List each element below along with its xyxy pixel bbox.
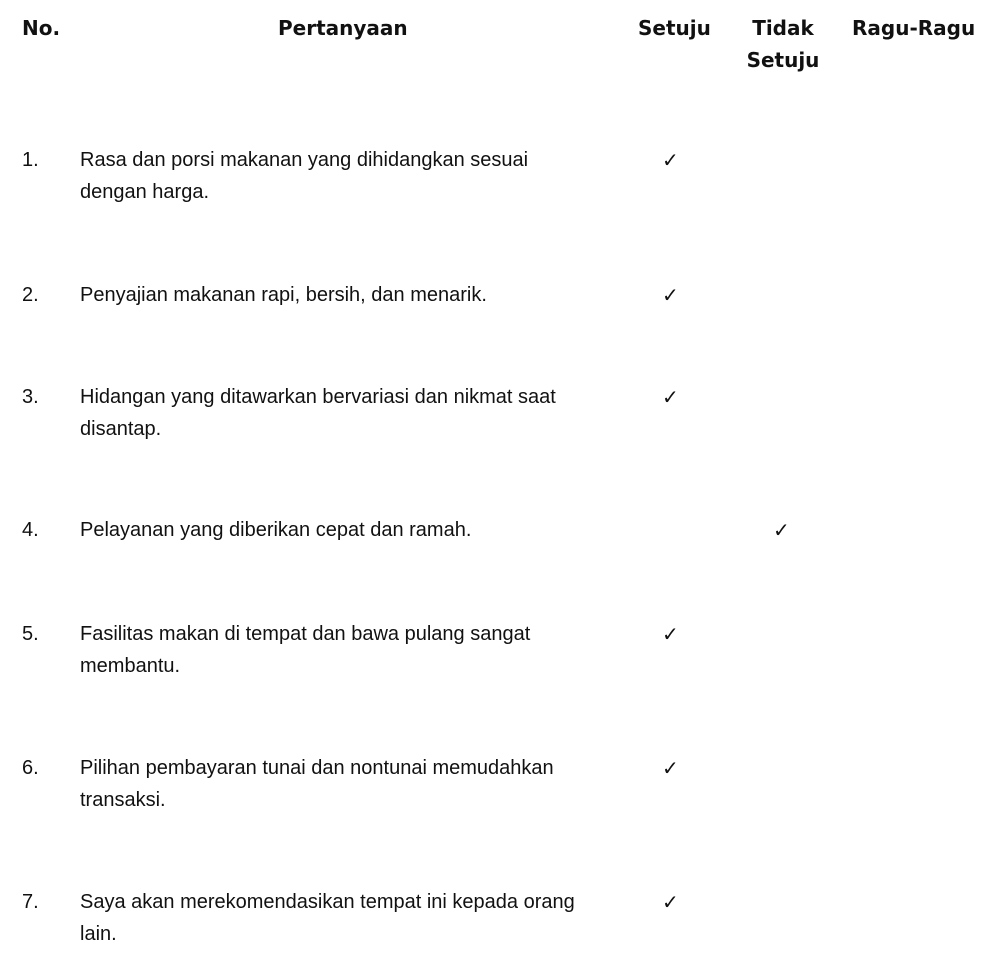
row-number: 5. [22, 623, 39, 645]
row-question: Fasilitas makan di tempat dan bawa pulang sangat membantu. [80, 623, 531, 677]
header-tidak-setuju [736, 12, 830, 76]
row-question: Rasa dan porsi makanan yang dihidangkan sesuai dengan harga. [80, 149, 529, 203]
check-mark-icon: ✓ [662, 756, 679, 780]
row-number: 3. [22, 386, 39, 408]
row-question: Penyajian makanan rapi, bersih, dan menarik. [80, 284, 487, 306]
row-question: Pelayanan yang diberikan cepat dan ramah. [80, 519, 472, 541]
row-number: 6. [22, 757, 39, 779]
check-mark-icon: ✓ [773, 518, 790, 542]
header-no: No. [22, 16, 61, 40]
header-setuju: Setuju [638, 16, 711, 40]
row-number: 1. [22, 149, 39, 171]
row-question: Saya akan merekomendasikan tempat ini kepada orang lain. [80, 891, 575, 945]
header-tidak-setuju-line2: Setuju [746, 48, 820, 72]
check-mark-icon: ✓ [662, 890, 679, 914]
header-pertanyaan: Pertanyaan [278, 16, 408, 40]
row-number: 7. [22, 891, 39, 913]
header-tidak-setuju-line1: Tidak [752, 16, 814, 40]
row-number: 2. [22, 284, 39, 306]
check-mark-icon: ✓ [662, 283, 679, 307]
check-mark-icon: ✓ [662, 385, 679, 409]
row-number: 4. [22, 519, 39, 541]
check-mark-icon: ✓ [662, 622, 679, 646]
row-question: Pilihan pembayaran tunai dan nontunai memudahkan transaksi. [80, 757, 554, 811]
check-mark-icon: ✓ [662, 148, 679, 172]
header-ragu-ragu: Ragu-Ragu [852, 16, 976, 40]
row-question: Hidangan yang ditawarkan bervariasi dan nikmat saat disantap. [80, 386, 556, 440]
